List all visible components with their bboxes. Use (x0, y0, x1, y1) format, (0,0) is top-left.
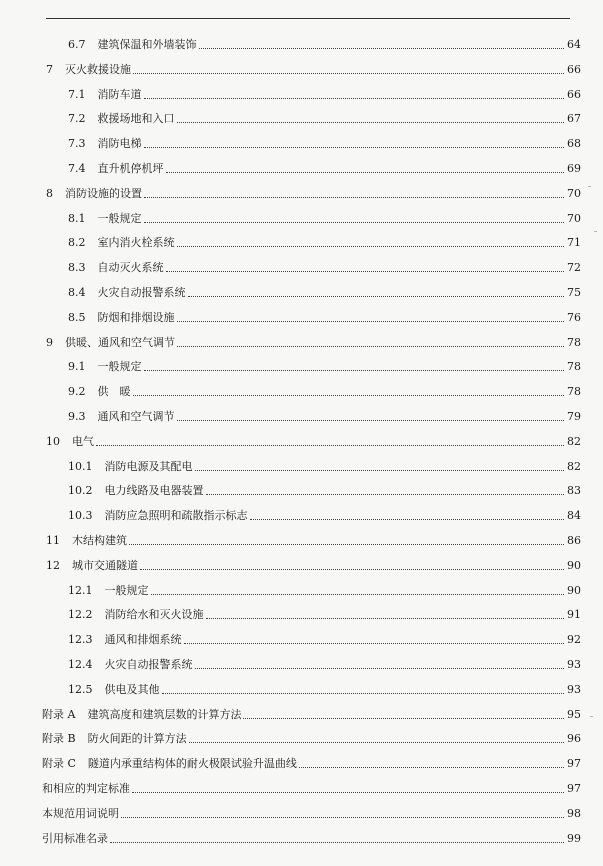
toc-entry-title: 救援场地和入口 (97, 112, 175, 126)
dot-leader (189, 742, 564, 743)
toc-entry-page: 90 (567, 558, 581, 572)
dot-leader (129, 544, 564, 545)
toc-entry-number: 7.4 (68, 162, 86, 175)
dot-leader (199, 48, 565, 49)
toc-entry-page: 78 (567, 360, 581, 374)
toc-entry-title: 通风和排烟系统 (104, 633, 182, 647)
toc-entry-title: 建筑高度和建筑层数的计算方法 (87, 707, 242, 721)
toc-entry-number: 10.1 (68, 459, 93, 473)
toc-entry-number: 12.5 (68, 682, 93, 696)
dot-leader (144, 147, 565, 148)
toc-entry-number: 9.1 (68, 360, 86, 374)
dot-leader (206, 618, 565, 619)
toc-entry-page: 93 (567, 658, 581, 671)
dot-leader (177, 246, 565, 247)
toc-entry-number: 12.1 (68, 583, 93, 597)
toc-entry-page: 83 (567, 484, 581, 498)
toc-entry-page: 86 (567, 534, 581, 547)
toc-entry[interactable] (68, 133, 581, 151)
scan-speck (590, 716, 593, 717)
dot-leader (188, 296, 565, 297)
toc-entry-title: 电力线路及电器装置 (104, 484, 204, 498)
dot-leader (177, 122, 565, 123)
toc-entry-page: 82 (567, 434, 581, 448)
toc-entry-number: 7.1 (68, 87, 86, 101)
toc-entry-number: 9.2 (68, 385, 86, 399)
toc-entry[interactable] (68, 456, 581, 474)
dot-leader (162, 693, 565, 694)
toc-entry[interactable] (46, 59, 581, 77)
toc-entry-title: 引用标准名录 (42, 831, 108, 845)
toc-entry-title: 隧道内承重结构体的耐火极限试验升温曲线 (87, 757, 297, 771)
toc-entry-page: 84 (567, 509, 581, 523)
dot-leader (144, 370, 565, 371)
toc-entry-page: 91 (567, 608, 581, 622)
toc-entry-title: 供 暖 (97, 385, 131, 399)
toc-entry-title: 灭火救援设施 (65, 62, 131, 76)
toc-entry-number: 9 (46, 335, 53, 349)
dot-leader (195, 470, 565, 471)
toc-entry-page: 99 (567, 831, 581, 845)
toc-entry-title: 建筑保温和外墙装饰 (97, 38, 197, 51)
toc-entry-page: 75 (567, 286, 581, 299)
toc-entry[interactable] (68, 208, 581, 226)
dot-leader (250, 519, 565, 520)
toc-entry-title: 室内消火栓系统 (97, 236, 175, 250)
toc-entry-title: 通风和空气调节 (97, 410, 175, 423)
toc-entry[interactable] (68, 679, 581, 697)
toc-entry-number: 12.4 (68, 658, 93, 671)
toc-entry-number: 8 (46, 186, 53, 200)
toc-entry-title: 供暖、通风和空气调节 (65, 335, 175, 349)
toc-entry-number: 12.2 (68, 608, 93, 622)
toc-entry-page: 67 (567, 112, 581, 126)
toc-entry-number: 7.2 (68, 112, 86, 126)
toc-entry-title: 本规范用词说明 (42, 806, 119, 820)
toc-entry-title: 消防给水和灭火设施 (104, 608, 204, 622)
toc-entry-page: 92 (567, 633, 581, 647)
toc-entry-title: 一般规定 (104, 583, 149, 597)
toc-entry-page: 79 (567, 410, 581, 423)
toc-entry-title: 供电及其他 (104, 682, 160, 696)
dot-leader (140, 569, 564, 570)
toc-entry[interactable] (42, 803, 581, 821)
scan-speck (594, 231, 597, 232)
toc-entry-page: 97 (567, 757, 581, 771)
toc-entry-number: 10.2 (68, 484, 93, 498)
dot-leader (299, 767, 564, 768)
toc-entry-number: 8.2 (68, 236, 86, 250)
toc-entry-title: 一般规定 (97, 211, 142, 225)
toc-entry-number: 8.5 (68, 310, 86, 324)
toc-entry[interactable] (42, 704, 581, 722)
toc-entry-title: 防烟和排烟设施 (97, 310, 175, 324)
toc-entry-title: 消防设施的设置 (65, 186, 142, 200)
toc-entry-page: 78 (567, 385, 581, 399)
toc-entry-number: 11 (46, 534, 60, 547)
toc-entry-title: 木结构建筑 (72, 534, 127, 547)
toc-entry-page: 97 (567, 782, 581, 795)
toc-entry-title: 和相应的判定标准 (42, 782, 130, 795)
dot-leader (144, 197, 564, 198)
toc-entry-number: 8.4 (68, 286, 86, 299)
toc-entry-title: 消防电源及其配电 (104, 459, 193, 473)
toc-entry-page: 76 (567, 310, 581, 324)
toc-entry-title: 电气 (72, 434, 94, 448)
toc-entry-title: 城市交通隧道 (72, 558, 138, 572)
dot-leader (96, 445, 564, 446)
dot-leader (166, 271, 565, 272)
toc-entry-number: 7 (46, 62, 53, 76)
dot-leader (184, 643, 565, 644)
toc-entry[interactable] (42, 753, 581, 771)
toc-entry[interactable] (42, 828, 581, 846)
toc-entry-page: 66 (567, 87, 581, 101)
toc-entry[interactable] (68, 84, 581, 102)
toc-entry[interactable] (46, 332, 581, 350)
toc-entry[interactable] (68, 654, 581, 672)
toc-entry[interactable] (68, 307, 581, 325)
toc-entry-number: 10.3 (68, 509, 93, 523)
toc-entry[interactable] (68, 480, 581, 498)
toc-entry[interactable] (68, 505, 581, 523)
dot-leader (177, 321, 565, 322)
dot-leader (177, 420, 565, 421)
toc-entry-title: 火灾自动报警系统 (97, 286, 186, 299)
toc-entry-number: 附录 B (42, 732, 76, 746)
toc-entry[interactable] (68, 406, 581, 424)
toc-entry-number: 附录 A (42, 707, 76, 721)
toc-entry-page: 70 (567, 211, 581, 225)
toc-entry[interactable] (68, 158, 581, 176)
toc-entry-number: 9.3 (68, 410, 86, 423)
toc-entry-title: 消防车道 (97, 87, 142, 101)
toc-entry[interactable] (68, 108, 581, 126)
toc-entry-page: 95 (567, 707, 581, 721)
toc-entry-number: 10 (46, 434, 60, 448)
toc-entry-title: 自动灭火系统 (97, 261, 164, 275)
dot-leader (166, 172, 565, 173)
toc-entry-title: 火灾自动报警系统 (104, 658, 193, 671)
toc-entry-number: 6.7 (68, 38, 86, 51)
toc-entry-page: 64 (567, 38, 581, 51)
toc-entry[interactable] (68, 356, 581, 374)
toc-entry-page: 96 (567, 732, 581, 746)
dot-leader (144, 98, 565, 99)
toc-entry-title: 防火间距的计算方法 (87, 732, 187, 746)
dot-leader (177, 346, 564, 347)
toc-entry-page: 66 (567, 62, 581, 76)
toc-entry-page: 68 (567, 137, 581, 151)
toc-entry-page: 98 (567, 806, 581, 820)
dot-leader (195, 668, 565, 669)
dot-leader (243, 718, 564, 719)
toc-entry-title: 消防应急照明和疏散指示标志 (104, 509, 248, 523)
toc-entry-page: 93 (567, 682, 581, 696)
toc-entry[interactable] (68, 629, 581, 647)
toc-entry-page: 82 (567, 459, 581, 473)
toc-entry[interactable] (46, 431, 581, 449)
toc-entry-number: 8.1 (68, 211, 86, 225)
toc-entry[interactable] (68, 282, 581, 300)
toc-entry-page: 70 (567, 186, 581, 200)
toc-entry-page: 78 (567, 335, 581, 349)
toc-entry[interactable] (42, 728, 581, 746)
toc-entry[interactable] (46, 530, 581, 548)
toc-entry-title: 一般规定 (97, 360, 142, 374)
toc-entry-page: 71 (567, 236, 581, 250)
dot-leader (133, 73, 564, 74)
toc-entry[interactable] (46, 555, 581, 573)
dot-leader (133, 395, 565, 396)
toc-entry[interactable] (68, 34, 581, 52)
dot-leader (121, 817, 564, 818)
dot-leader (132, 792, 564, 793)
toc-entry-page: 72 (567, 261, 581, 275)
toc-entry[interactable] (46, 183, 581, 201)
toc-entry-number: 7.3 (68, 137, 86, 151)
toc-entry-title: 消防电梯 (97, 137, 142, 151)
toc-entry-page: 90 (567, 583, 581, 597)
toc-entry-number: 附录 C (42, 757, 76, 771)
dot-leader (151, 594, 565, 595)
toc-entry[interactable] (42, 778, 581, 796)
toc-entry[interactable] (68, 232, 581, 250)
toc-entry[interactable] (68, 257, 581, 275)
header-rule (46, 18, 570, 19)
toc-entry-number: 12.3 (68, 633, 93, 647)
toc-entry-page: 69 (567, 162, 581, 175)
dot-leader (144, 222, 565, 223)
dot-leader (206, 494, 565, 495)
toc-entry[interactable] (68, 604, 581, 622)
toc-entry-number: 12 (46, 558, 60, 572)
toc-entry-title: 直升机停机坪 (97, 162, 164, 175)
scan-speck (588, 186, 591, 187)
dot-leader (110, 842, 564, 843)
toc-entry[interactable] (68, 381, 581, 399)
toc-entry[interactable] (68, 580, 581, 598)
toc-entry-number: 8.3 (68, 261, 86, 275)
